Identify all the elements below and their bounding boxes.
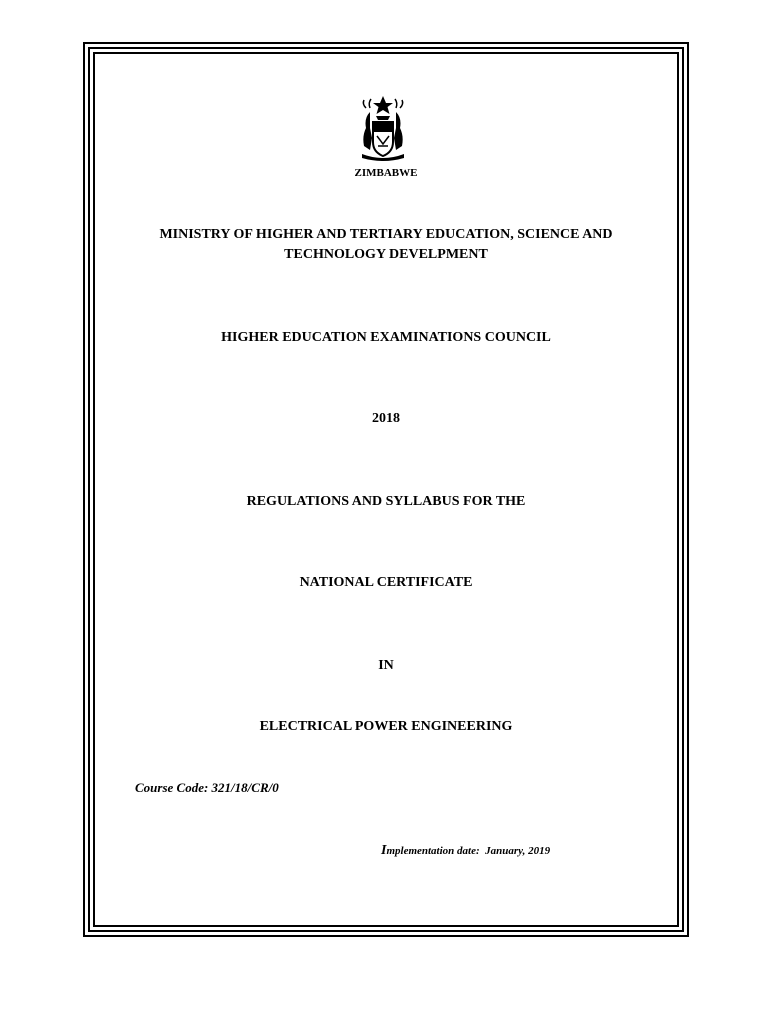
implementation-initial: I [381, 843, 387, 858]
in-heading: IN [378, 658, 394, 673]
ministry-title-line-1: MINISTRY OF HIGHER AND TERTIARY EDUCATION, SCIENCE AND [159, 227, 613, 242]
certificate-heading: NATIONAL CERTIFICATE [299, 575, 473, 590]
course-code: Course Code: 321/18/CR/0 [135, 780, 279, 795]
country-name: ZIMBABWE [354, 167, 418, 179]
implementation-label: mplementation date [386, 845, 476, 857]
regulations-heading: REGULATIONS AND SYLLABUS FOR THE [246, 494, 526, 509]
council-name: HIGHER EDUCATION EXAMINATIONS COUNCIL [221, 330, 551, 345]
coat-of-arms-icon [348, 94, 418, 164]
document-year: 2018 [372, 411, 400, 426]
field-heading: ELECTRICAL POWER ENGINEERING [259, 719, 513, 734]
ministry-title [93, 225, 679, 265]
ministry-title-line-2: TECHNOLOGY DEVELPMENT [284, 247, 488, 262]
implementation-date [381, 843, 550, 859]
implementation-date-value: January, 2019 [479, 845, 551, 857]
implementation-colon: : [475, 845, 480, 857]
